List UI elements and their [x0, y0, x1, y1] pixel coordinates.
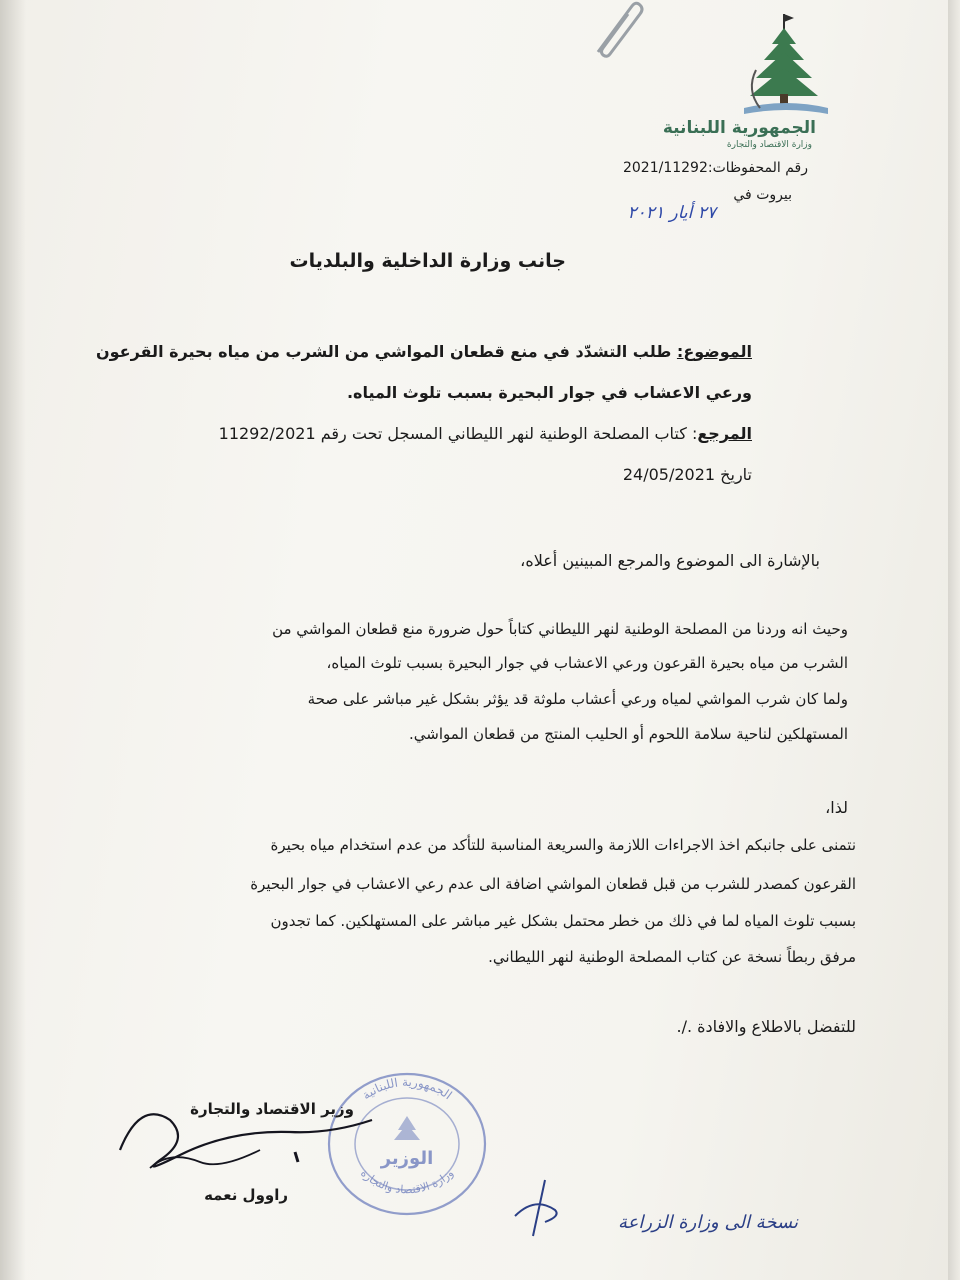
reference-line-2: تاريخ 24/05/2021 — [622, 465, 752, 484]
minister-signature — [110, 1080, 380, 1190]
stamp-cedar-icon — [394, 1116, 420, 1140]
body-paragraph-1: بالإشارة الى الموضوع والمرجع المبينين أعلاه، — [520, 551, 820, 570]
body-paragraph-5-line-4: مرفق ربطاً نسخة عن كتاب المصلحة الوطنية لنهر الليطاني. — [488, 948, 856, 966]
stamp-bottom-text: وزارة الاقتصاد والتجارة — [358, 1166, 456, 1197]
reference-line-1 — [219, 424, 752, 443]
body-paragraph-3-line-1: ولما كان شرب المواشي لمياه ورعي أعشاب ملوثة قد يؤثر بشكل غير مباشر على صحة — [307, 690, 848, 708]
ministry-subtitle: وزارة الاقتصاد والتجارة — [726, 140, 812, 150]
addressee: جانب وزارة الداخلية والبلديات — [289, 250, 566, 272]
archive-label: رقم المحفوظات: — [707, 160, 808, 176]
page-shadow — [0, 0, 26, 1280]
cedar-logo-icon — [736, 10, 836, 120]
body-paragraph-2-line-1: وحيث انه وردنا من المصلحة الوطنية لنهر الليطاني كتاباً حول ضرورة منع قطعان المواشي من — [272, 620, 848, 638]
place-label: بيروت في — [733, 187, 792, 203]
subject-label: الموضوع: — [676, 342, 752, 361]
handwritten-copy-note: نسخة الى وزارة الزراعة — [618, 1212, 798, 1233]
reference-text-1: : كتاب المصلحة الوطنية لنهر الليطاني المسجل تحت رقم 11292/2021 — [218, 424, 698, 443]
minister-title: وزير الاقتصاد والتجارة — [190, 1100, 354, 1118]
minister-name: راوول نعمه — [204, 1186, 288, 1204]
paper-clip-icon — [588, 0, 646, 58]
subject-text-1: طلب التشدّد في منع قطعان المواشي من الشرب من مياه بحيرة القرعون — [95, 342, 672, 361]
stamp-center-text: الوزير — [380, 1148, 434, 1169]
archive-number: 2021/11292 — [622, 160, 708, 176]
subject-line-2: ورعي الاعشاب في جوار البحيرة بسبب تلوث المياه. — [346, 383, 752, 402]
body-paragraph-3-line-2: المستهلكين لناحية سلامة اللحوم أو الحليب المنتج من قطعان المواشي. — [409, 725, 848, 743]
reference-label: المرجع — [697, 424, 752, 443]
subject-line-1 — [96, 342, 752, 361]
body-paragraph-4: لذا، — [825, 798, 848, 817]
stamp-ring-text: الجمهورية اللبنانية — [359, 1074, 455, 1103]
body-paragraph-5-line-3: بسبب تلوث المياه لما في ذلك من خطر محتمل بشكل غير مباشر على المستهلكين. كما تجدون — [270, 912, 856, 930]
closing-line: للتفضل بالاطلاع والافادة ./. — [676, 1017, 856, 1036]
archive-number-line — [623, 160, 808, 176]
republic-name: الجمهورية اللبنانية — [662, 118, 816, 138]
page-edge — [948, 0, 960, 1280]
body-paragraph-5-line-2: القرعون كمصدر للشرب من قبل قطعان المواشي اضافة الى عدم رعي الاعشاب في جوار البحيرة — [250, 875, 856, 893]
handwritten-date: ٢٧ أيار ٢٠٢١ — [627, 203, 716, 223]
initials-signature — [505, 1176, 565, 1246]
body-paragraph-5-line-1: نتمنى على جانبكم اخذ الاجراءات اللازمة والسريعة المناسبة للتأكد من عدم استخدام مياه بحيرة — [270, 836, 856, 854]
body-paragraph-2-line-2: الشرب من مياه بحيرة القرعون ورعي الاعشاب في جوار البحيرة بسبب تلوث المياه، — [326, 654, 848, 672]
